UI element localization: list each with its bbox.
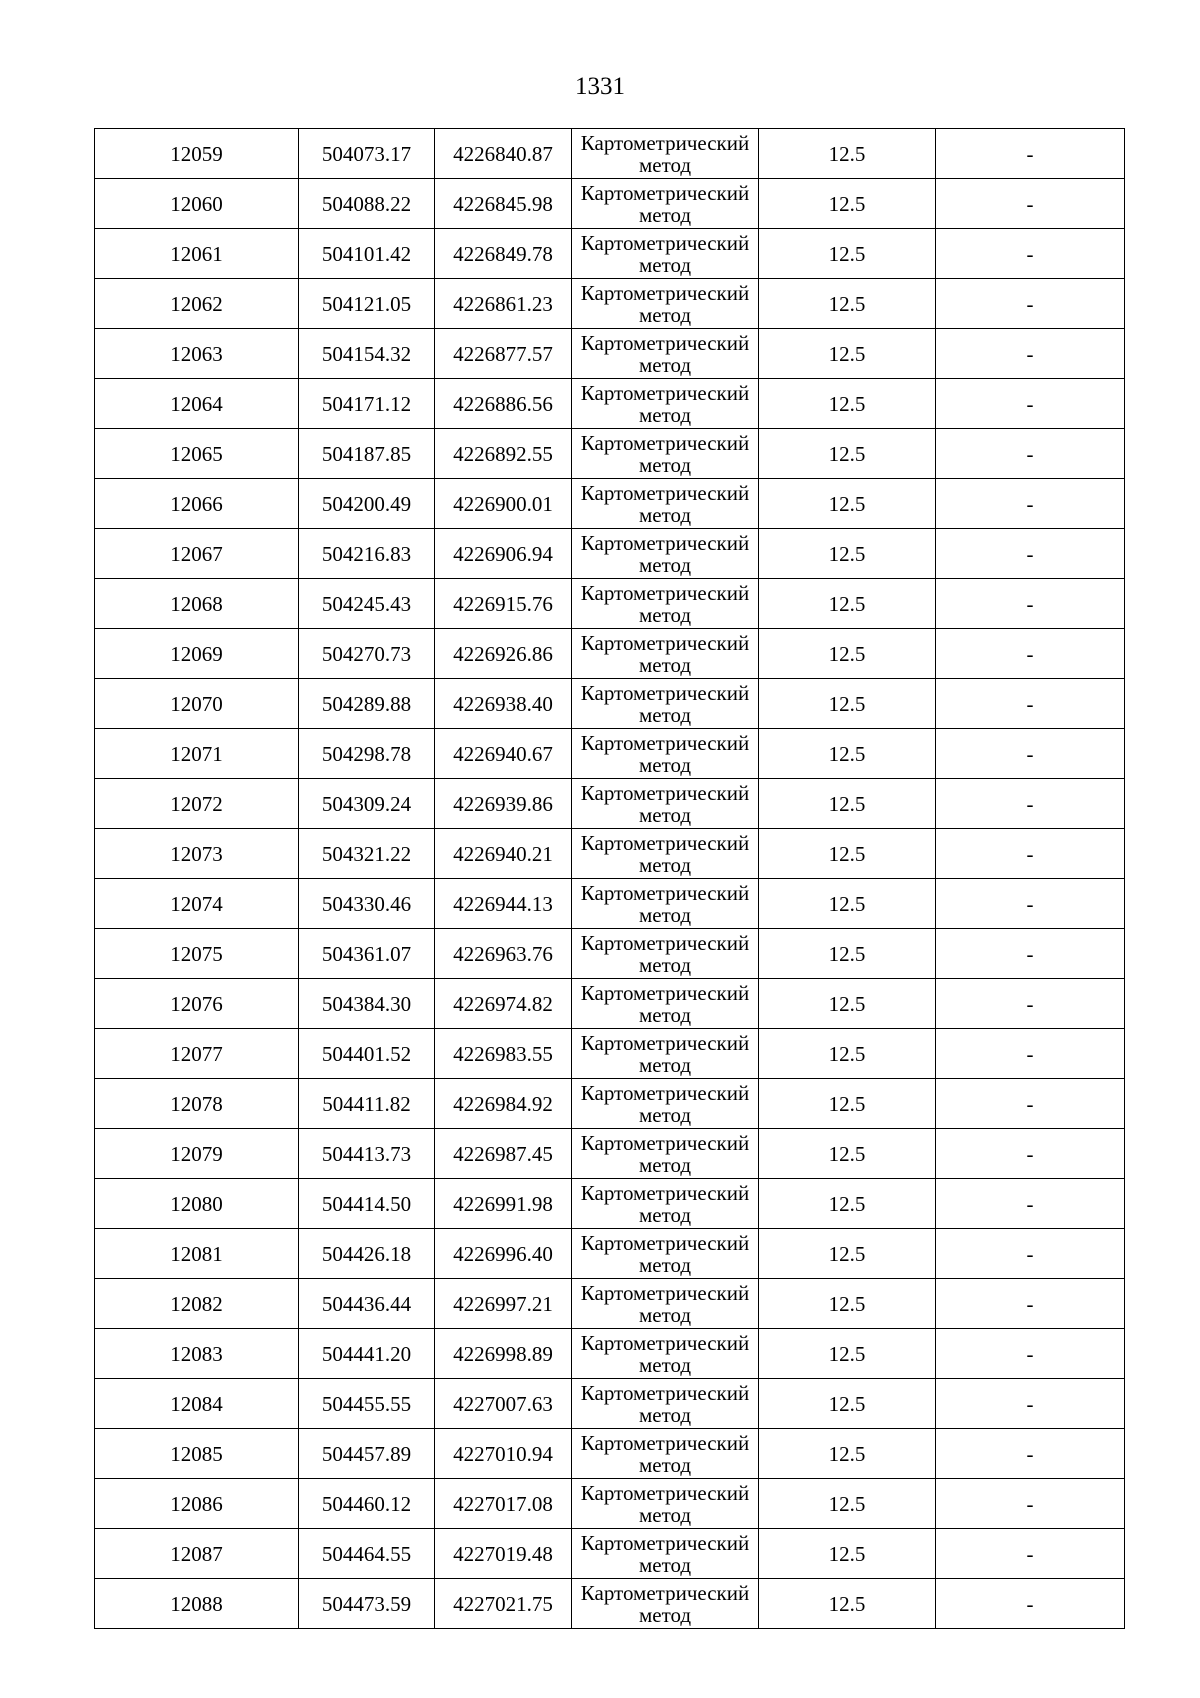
table-row [95, 879, 1125, 929]
note-cell: - [936, 579, 1125, 629]
note-cell: - [936, 129, 1125, 179]
method-cell [572, 1579, 759, 1629]
accuracy-cell: 12.5 [759, 379, 936, 429]
table-row [95, 829, 1125, 879]
method-cell [572, 729, 759, 779]
method-cell [572, 1479, 759, 1529]
point-number-cell: 12078 [95, 1079, 299, 1129]
point-number-cell: 12079 [95, 1129, 299, 1179]
method-line-2: метод [638, 752, 692, 777]
method-line-1: Картометрический [580, 480, 750, 505]
point-number-cell: 12065 [95, 429, 299, 479]
method-line-2: метод [638, 602, 692, 627]
method-line-1: Картометрический [580, 230, 750, 255]
method-line-2: метод [638, 1252, 692, 1277]
y-coordinate-cell: 4226939.86 [435, 779, 572, 829]
point-number-cell: 12082 [95, 1279, 299, 1329]
method-line-1: Картометрический [580, 1330, 750, 1355]
method-line-2: метод [638, 1452, 692, 1477]
method-line-1: Картометрический [580, 1080, 750, 1105]
method-cell [572, 1129, 759, 1179]
method-cell [572, 429, 759, 479]
note-cell: - [936, 1229, 1125, 1279]
point-number-cell: 12066 [95, 479, 299, 529]
x-coordinate-cell: 504413.73 [299, 1129, 435, 1179]
y-coordinate-cell: 4226944.13 [435, 879, 572, 929]
method-cell [572, 829, 759, 879]
accuracy-cell: 12.5 [759, 279, 936, 329]
note-cell: - [936, 1579, 1125, 1629]
point-number-cell: 12070 [95, 679, 299, 729]
note-cell: - [936, 1279, 1125, 1329]
accuracy-cell: 12.5 [759, 179, 936, 229]
y-coordinate-cell: 4226974.82 [435, 979, 572, 1029]
note-cell: - [936, 1329, 1125, 1379]
coordinates-table-body [95, 129, 1125, 1629]
y-coordinate-cell: 4226900.01 [435, 479, 572, 529]
point-number-cell: 12075 [95, 929, 299, 979]
accuracy-cell: 12.5 [759, 129, 936, 179]
method-cell [572, 1329, 759, 1379]
note-cell: - [936, 479, 1125, 529]
y-coordinate-cell: 4227010.94 [435, 1429, 572, 1479]
method-line-1: Картометрический [580, 430, 750, 455]
note-cell: - [936, 879, 1125, 929]
method-cell [572, 279, 759, 329]
x-coordinate-cell: 504121.05 [299, 279, 435, 329]
point-number-cell: 12084 [95, 1379, 299, 1429]
accuracy-cell: 12.5 [759, 679, 936, 729]
method-cell [572, 1229, 759, 1279]
method-line-1: Картометрический [580, 630, 750, 655]
method-line-2: метод [638, 1552, 692, 1577]
point-number-cell: 12088 [95, 1579, 299, 1629]
x-coordinate-cell: 504289.88 [299, 679, 435, 729]
accuracy-cell: 12.5 [759, 1179, 936, 1229]
x-coordinate-cell: 504414.50 [299, 1179, 435, 1229]
note-cell: - [936, 929, 1125, 979]
accuracy-cell: 12.5 [759, 979, 936, 1029]
method-line-2: метод [638, 1352, 692, 1377]
method-line-2: метод [638, 902, 692, 927]
method-line-2: метод [638, 252, 692, 277]
method-line-2: метод [638, 302, 692, 327]
method-line-2: метод [638, 1602, 692, 1627]
method-cell [572, 1029, 759, 1079]
y-coordinate-cell: 4226840.87 [435, 129, 572, 179]
table-row [95, 429, 1125, 479]
point-number-cell: 12080 [95, 1179, 299, 1229]
accuracy-cell: 12.5 [759, 479, 936, 529]
table-row [95, 329, 1125, 379]
point-number-cell: 12077 [95, 1029, 299, 1079]
method-line-2: метод [638, 852, 692, 877]
x-coordinate-cell: 504460.12 [299, 1479, 435, 1529]
method-cell [572, 329, 759, 379]
table-row [95, 1229, 1125, 1279]
method-line-2: метод [638, 452, 692, 477]
accuracy-cell: 12.5 [759, 1429, 936, 1479]
note-cell: - [936, 179, 1125, 229]
table-row [95, 1179, 1125, 1229]
y-coordinate-cell: 4226915.76 [435, 579, 572, 629]
method-line-1: Картометрический [580, 830, 750, 855]
coordinates-table [94, 128, 1125, 1629]
y-coordinate-cell: 4226845.98 [435, 179, 572, 229]
accuracy-cell: 12.5 [759, 629, 936, 679]
x-coordinate-cell: 504436.44 [299, 1279, 435, 1329]
point-number-cell: 12064 [95, 379, 299, 429]
method-cell [572, 979, 759, 1029]
x-coordinate-cell: 504187.85 [299, 429, 435, 479]
method-line-2: метод [638, 1502, 692, 1527]
method-line-1: Картометрический [580, 580, 750, 605]
accuracy-cell: 12.5 [759, 529, 936, 579]
y-coordinate-cell: 4227021.75 [435, 1579, 572, 1629]
point-number-cell: 12081 [95, 1229, 299, 1279]
method-line-1: Картометрический [580, 1130, 750, 1155]
note-cell: - [936, 1079, 1125, 1129]
y-coordinate-cell: 4226906.94 [435, 529, 572, 579]
method-line-1: Картометрический [580, 530, 750, 555]
method-line-1: Картометрический [580, 880, 750, 905]
note-cell: - [936, 629, 1125, 679]
note-cell: - [936, 1129, 1125, 1179]
table-row [95, 179, 1125, 229]
point-number-cell: 12060 [95, 179, 299, 229]
table-row [95, 1029, 1125, 1079]
method-line-2: метод [638, 352, 692, 377]
table-row [95, 1379, 1125, 1429]
point-number-cell: 12063 [95, 329, 299, 379]
table-row [95, 679, 1125, 729]
x-coordinate-cell: 504073.17 [299, 129, 435, 179]
method-line-1: Картометрический [580, 1530, 750, 1555]
method-line-2: метод [638, 652, 692, 677]
table-row [95, 579, 1125, 629]
table-row [95, 1429, 1125, 1479]
x-coordinate-cell: 504200.49 [299, 479, 435, 529]
y-coordinate-cell: 4226861.23 [435, 279, 572, 329]
accuracy-cell: 12.5 [759, 1279, 936, 1329]
point-number-cell: 12073 [95, 829, 299, 879]
method-line-2: метод [638, 1202, 692, 1227]
y-coordinate-cell: 4226998.89 [435, 1329, 572, 1379]
accuracy-cell: 12.5 [759, 1129, 936, 1179]
x-coordinate-cell: 504441.20 [299, 1329, 435, 1379]
point-number-cell: 12072 [95, 779, 299, 829]
x-coordinate-cell: 504473.59 [299, 1579, 435, 1629]
point-number-cell: 12083 [95, 1329, 299, 1379]
x-coordinate-cell: 504455.55 [299, 1379, 435, 1429]
method-line-1: Картометрический [580, 1030, 750, 1055]
method-cell [572, 1079, 759, 1129]
note-cell: - [936, 1529, 1125, 1579]
method-cell [572, 529, 759, 579]
method-cell [572, 679, 759, 729]
accuracy-cell: 12.5 [759, 579, 936, 629]
note-cell: - [936, 279, 1125, 329]
method-cell [572, 929, 759, 979]
accuracy-cell: 12.5 [759, 429, 936, 479]
y-coordinate-cell: 4226984.92 [435, 1079, 572, 1129]
note-cell: - [936, 379, 1125, 429]
method-line-1: Картометрический [580, 980, 750, 1005]
method-line-1: Картометрический [580, 780, 750, 805]
method-line-1: Картометрический [580, 130, 750, 155]
method-line-2: метод [638, 702, 692, 727]
method-line-1: Картометрический [580, 1230, 750, 1255]
point-number-cell: 12069 [95, 629, 299, 679]
point-number-cell: 12068 [95, 579, 299, 629]
method-cell [572, 229, 759, 279]
accuracy-cell: 12.5 [759, 779, 936, 829]
table-row [95, 1279, 1125, 1329]
x-coordinate-cell: 504171.12 [299, 379, 435, 429]
method-line-1: Картометрический [580, 1280, 750, 1305]
method-line-2: метод [638, 1152, 692, 1177]
x-coordinate-cell: 504088.22 [299, 179, 435, 229]
note-cell: - [936, 1429, 1125, 1479]
table-row [95, 1129, 1125, 1179]
method-line-1: Картометрический [580, 1430, 750, 1455]
note-cell: - [936, 1479, 1125, 1529]
accuracy-cell: 12.5 [759, 929, 936, 979]
method-cell [572, 179, 759, 229]
y-coordinate-cell: 4227017.08 [435, 1479, 572, 1529]
table-row [95, 1479, 1125, 1529]
method-cell [572, 129, 759, 179]
y-coordinate-cell: 4226940.21 [435, 829, 572, 879]
method-cell [572, 1379, 759, 1429]
table-row [95, 1329, 1125, 1379]
accuracy-cell: 12.5 [759, 1329, 936, 1379]
note-cell: - [936, 829, 1125, 879]
x-coordinate-cell: 504270.73 [299, 629, 435, 679]
note-cell: - [936, 779, 1125, 829]
x-coordinate-cell: 504401.52 [299, 1029, 435, 1079]
y-coordinate-cell: 4226849.78 [435, 229, 572, 279]
point-number-cell: 12061 [95, 229, 299, 279]
point-number-cell: 12085 [95, 1429, 299, 1479]
method-cell [572, 1179, 759, 1229]
x-coordinate-cell: 504321.22 [299, 829, 435, 879]
accuracy-cell: 12.5 [759, 1029, 936, 1079]
method-cell [572, 879, 759, 929]
x-coordinate-cell: 504216.83 [299, 529, 435, 579]
accuracy-cell: 12.5 [759, 729, 936, 779]
accuracy-cell: 12.5 [759, 1229, 936, 1279]
point-number-cell: 12067 [95, 529, 299, 579]
method-line-2: метод [638, 1402, 692, 1427]
method-cell [572, 579, 759, 629]
note-cell: - [936, 729, 1125, 779]
point-number-cell: 12074 [95, 879, 299, 929]
x-coordinate-cell: 504245.43 [299, 579, 435, 629]
y-coordinate-cell: 4226996.40 [435, 1229, 572, 1279]
x-coordinate-cell: 504309.24 [299, 779, 435, 829]
method-line-1: Картометрический [580, 1380, 750, 1405]
method-line-2: метод [638, 552, 692, 577]
table-row [95, 129, 1125, 179]
y-coordinate-cell: 4226997.21 [435, 1279, 572, 1329]
table-row [95, 479, 1125, 529]
y-coordinate-cell: 4227019.48 [435, 1529, 572, 1579]
y-coordinate-cell: 4226983.55 [435, 1029, 572, 1079]
method-cell [572, 779, 759, 829]
x-coordinate-cell: 504464.55 [299, 1529, 435, 1579]
table-row [95, 1079, 1125, 1129]
method-cell [572, 629, 759, 679]
accuracy-cell: 12.5 [759, 1079, 936, 1129]
method-line-2: метод [638, 202, 692, 227]
y-coordinate-cell: 4226926.86 [435, 629, 572, 679]
x-coordinate-cell: 504154.32 [299, 329, 435, 379]
method-line-2: метод [638, 502, 692, 527]
y-coordinate-cell: 4226940.67 [435, 729, 572, 779]
table-row [95, 629, 1125, 679]
method-line-2: метод [638, 1002, 692, 1027]
point-number-cell: 12059 [95, 129, 299, 179]
x-coordinate-cell: 504384.30 [299, 979, 435, 1029]
method-line-2: метод [638, 1102, 692, 1127]
method-cell [572, 479, 759, 529]
accuracy-cell: 12.5 [759, 329, 936, 379]
accuracy-cell: 12.5 [759, 1579, 936, 1629]
method-line-1: Картометрический [580, 280, 750, 305]
point-number-cell: 12076 [95, 979, 299, 1029]
method-line-1: Картометрический [580, 1580, 750, 1605]
method-line-1: Картометрический [580, 930, 750, 955]
x-coordinate-cell: 504457.89 [299, 1429, 435, 1479]
y-coordinate-cell: 4227007.63 [435, 1379, 572, 1429]
table-row [95, 979, 1125, 1029]
point-number-cell: 12071 [95, 729, 299, 779]
method-line-1: Картометрический [580, 380, 750, 405]
table-row [95, 729, 1125, 779]
method-line-1: Картометрический [580, 180, 750, 205]
table-row [95, 1529, 1125, 1579]
y-coordinate-cell: 4226877.57 [435, 329, 572, 379]
note-cell: - [936, 1179, 1125, 1229]
accuracy-cell: 12.5 [759, 1479, 936, 1529]
table-row [95, 379, 1125, 429]
method-cell [572, 379, 759, 429]
note-cell: - [936, 329, 1125, 379]
note-cell: - [936, 429, 1125, 479]
method-line-2: метод [638, 1052, 692, 1077]
method-line-2: метод [638, 1302, 692, 1327]
table-row [95, 229, 1125, 279]
point-number-cell: 12086 [95, 1479, 299, 1529]
x-coordinate-cell: 504426.18 [299, 1229, 435, 1279]
y-coordinate-cell: 4226987.45 [435, 1129, 572, 1179]
table-row [95, 929, 1125, 979]
method-line-2: метод [638, 402, 692, 427]
method-line-1: Картометрический [580, 680, 750, 705]
method-cell [572, 1429, 759, 1479]
table-row [95, 279, 1125, 329]
y-coordinate-cell: 4226938.40 [435, 679, 572, 729]
y-coordinate-cell: 4226886.56 [435, 379, 572, 429]
method-line-2: метод [638, 802, 692, 827]
x-coordinate-cell: 504330.46 [299, 879, 435, 929]
table-row [95, 779, 1125, 829]
method-line-1: Картометрический [580, 1180, 750, 1205]
x-coordinate-cell: 504411.82 [299, 1079, 435, 1129]
note-cell: - [936, 1379, 1125, 1429]
y-coordinate-cell: 4226991.98 [435, 1179, 572, 1229]
method-line-1: Картометрический [580, 1480, 750, 1505]
accuracy-cell: 12.5 [759, 1529, 936, 1579]
accuracy-cell: 12.5 [759, 1379, 936, 1429]
page-number: 1331 [575, 73, 625, 100]
method-line-2: метод [638, 952, 692, 977]
note-cell: - [936, 1029, 1125, 1079]
method-line-2: метод [638, 152, 692, 177]
point-number-cell: 12062 [95, 279, 299, 329]
accuracy-cell: 12.5 [759, 829, 936, 879]
note-cell: - [936, 979, 1125, 1029]
accuracy-cell: 12.5 [759, 879, 936, 929]
x-coordinate-cell: 504361.07 [299, 929, 435, 979]
accuracy-cell: 12.5 [759, 229, 936, 279]
method-line-1: Картометрический [580, 730, 750, 755]
method-line-1: Картометрический [580, 330, 750, 355]
note-cell: - [936, 229, 1125, 279]
y-coordinate-cell: 4226963.76 [435, 929, 572, 979]
x-coordinate-cell: 504298.78 [299, 729, 435, 779]
y-coordinate-cell: 4226892.55 [435, 429, 572, 479]
table-row [95, 529, 1125, 579]
method-cell [572, 1279, 759, 1329]
table-row [95, 1579, 1125, 1629]
method-cell [572, 1529, 759, 1579]
note-cell: - [936, 529, 1125, 579]
point-number-cell: 12087 [95, 1529, 299, 1579]
note-cell: - [936, 679, 1125, 729]
x-coordinate-cell: 504101.42 [299, 229, 435, 279]
